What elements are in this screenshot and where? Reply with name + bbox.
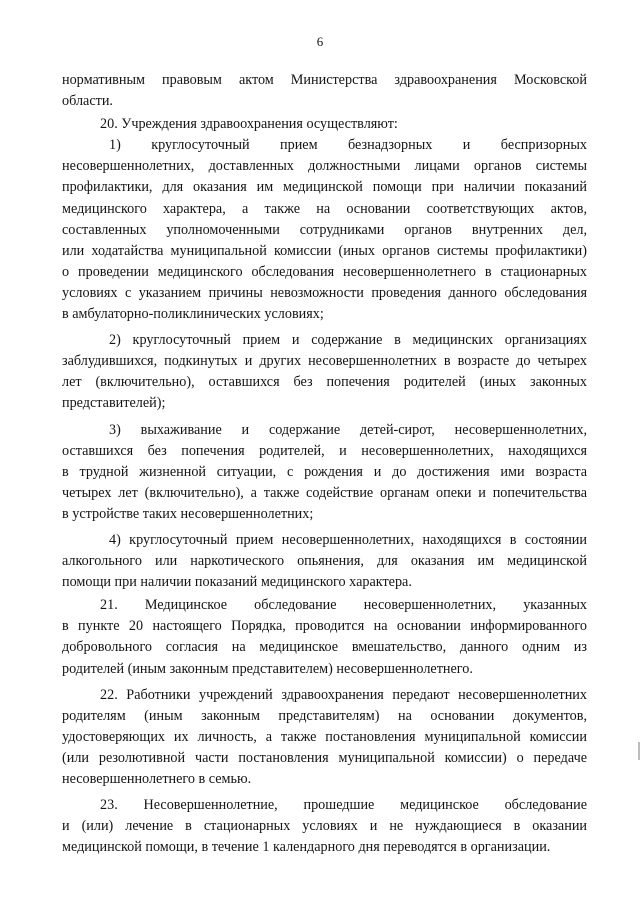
text-line: медицинского характера, а также на основании соответствующих актов,	[62, 200, 587, 217]
paragraph-item-23	[62, 795, 587, 858]
paragraph-item-20	[62, 114, 587, 135]
paragraph-subitem-2	[62, 330, 587, 414]
text-line: добровольного согласия на медицинское вмешательство, данного одним из	[62, 639, 587, 656]
text-line: или ходатайства муниципальной комиссии (иных органов системы профилактики)	[62, 242, 587, 259]
text-line: несовершеннолетних, доставленных должностными лицами органов системы	[62, 158, 587, 175]
text-line: (или резолютивной части постановления муниципальной комиссии) о передаче	[62, 749, 587, 766]
text-line: нормативным правовым актом Министерства здравоохранения Московской	[62, 72, 587, 88]
text-line: лет (включительно), оставшихся без попечения родителей (иных законных	[62, 374, 587, 391]
document-body	[62, 70, 587, 858]
text-line: условиях с указанием причины невозможности проведения данного обследования	[62, 284, 587, 301]
text-line: профилактики, для оказания им медицинской помощи при наличии показаний	[62, 179, 587, 196]
text-line: о проведении медицинского обследования несовершеннолетнего в стационарных	[62, 263, 587, 280]
page-number: 6	[316, 34, 324, 49]
text-line: составленных уполномоченными сотрудниками органов внутренних дел,	[62, 221, 587, 238]
paragraph-subitem-1	[62, 135, 587, 325]
text-line: 20. Учреждения здравоохранения осуществляют:	[100, 116, 398, 133]
paragraph-subitem-3	[62, 420, 587, 525]
paragraph-subitem-4	[62, 530, 587, 593]
text-line: 21. Медицинское обследование несовершеннолетних, указанных	[100, 597, 587, 614]
text-line: заблудившихся, подкинутых и других несовершеннолетних в возрасте до четырех	[62, 353, 587, 370]
text-line: представителей);	[62, 395, 166, 412]
text-line: и (или) лечение в стационарных условиях и не нуждающиеся в оказании	[62, 818, 587, 835]
text-line: в трудной жизненной ситуации, с рождения и до достижения ими возраста	[62, 463, 587, 480]
text-line: помощи при наличии показаний медицинского характера.	[62, 574, 412, 591]
text-line: четырех лет (включительно), а также содействие органам опеки и попечительства	[62, 484, 587, 501]
paragraph-item-22	[62, 685, 587, 790]
text-line: родителей (иным законным представителем) несовершеннолетнего.	[62, 660, 473, 677]
text-line: в устройстве таких несовершеннолетних;	[62, 505, 314, 522]
text-line: оставшихся без попечения родителей, и несовершеннолетних, находящихся	[62, 442, 587, 459]
text-line: в амбулаторно-поликлинических условиях;	[62, 306, 324, 323]
paragraph-item-21	[62, 595, 587, 679]
text-line: 1) круглосуточный прием безнадзорных и беспризорных	[109, 137, 587, 154]
text-line: несовершеннолетнего в семью.	[62, 771, 252, 787]
text-line: 3) выхаживание и содержание детей-сирот, несовершеннолетних,	[109, 421, 587, 438]
text-line: родителям (иным законным представителям) на основании документов,	[62, 707, 587, 724]
text-line: 4) круглосуточный прием несовершеннолетних, находящихся в состоянии	[109, 531, 587, 548]
paragraph-continuation	[62, 70, 587, 112]
text-line: удостоверяющих их личность, а также постановления муниципальной комиссии	[62, 728, 587, 745]
text-line: 22. Работники учреждений здравоохранения передают несовершеннолетних	[100, 686, 587, 703]
text-line: медицинской помощи, в течение 1 календарного дня переводятся в организации.	[62, 839, 551, 856]
text-line: алкогольного или наркотического опьянения, для оказания им медицинской	[62, 553, 587, 570]
text-line: области.	[62, 93, 113, 110]
text-line: 2) круглосуточный прием и содержание в медицинских организациях	[109, 332, 587, 349]
text-line: в пункте 20 настоящего Порядка, проводится на основании информированного	[62, 618, 587, 635]
text-line: 23. Несовершеннолетние, прошедшие медицинское обследование	[100, 797, 587, 814]
